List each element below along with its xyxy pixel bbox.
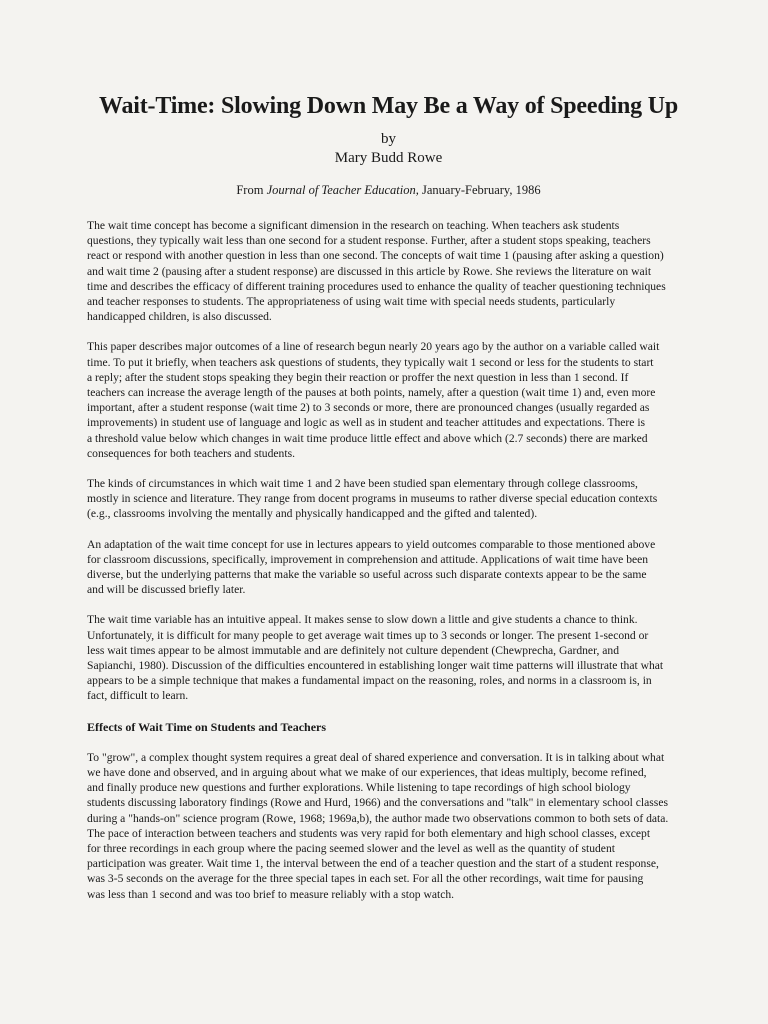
journal-name: Journal of Teacher Education, bbox=[266, 183, 419, 197]
paragraph-line: consequences for both teachers and students. bbox=[87, 446, 295, 460]
paragraph-line: students discussing laboratory findings (Rowe and Hurd, 1966) and the conversations and "talk" in elementary school classes bbox=[87, 796, 668, 810]
paragraph-line: fact, difficult to learn. bbox=[87, 689, 189, 703]
paragraph-line: The wait time concept has become a significant dimension in the research on teaching. When teachers ask students bbox=[87, 219, 620, 232]
paragraph-line: and teacher responses to students. The appropriateness of using wait time with special needs students, particularly bbox=[87, 295, 616, 309]
paragraph-line: and wait time 2 (pausing after a student response) are discussed in this article by Rowe. She reviews the literature on wait bbox=[87, 264, 652, 278]
paragraph-line: participation was greater. Wait time 1, the interval between the end of a teacher question and the start of a student response, bbox=[87, 857, 659, 871]
source-citation bbox=[87, 182, 690, 198]
byline-by: by bbox=[381, 131, 396, 147]
final-paragraph-container bbox=[87, 750, 690, 902]
paragraph-line: This paper describes major outcomes of a line of research begun nearly 20 years ago by the author on a variable called wait bbox=[87, 340, 660, 354]
body-paragraph bbox=[87, 537, 690, 598]
paragraph-line: important, after a student response (wait time 2) to 3 seconds or more, there are pronounced changes (usually regarded as bbox=[87, 401, 650, 415]
paragraph-line: mostly in science and literature. They range from docent programs in museums to rather diverse special education contexts bbox=[87, 492, 658, 506]
paragraph-line: improvements) in student use of language and logic as well as in student and teacher attitudes and expectations. There is bbox=[87, 416, 646, 430]
paragraph-line: for three recordings in each group where the pacing seemed slower and the level as well as the quantity of student bbox=[87, 841, 615, 855]
paragraph-line: during a "hands-on" science program (Rowe, 1968; 1969a,b), the author made two observations common to both sets of data. bbox=[87, 811, 669, 825]
paragraph-line: questions, they typically wait less than one second for a student response. Further, after a student stops speaking, teachers bbox=[87, 234, 651, 248]
paragraph-line: react or respond with another question in less than one second. The concepts of wait time 1 (pausing after asking a question) bbox=[87, 249, 664, 263]
body-paragraph bbox=[87, 218, 690, 324]
body-paragraph bbox=[87, 476, 690, 522]
paragraph-line: a threshold value below which changes in wait time produce little effect and above which (2.7 seconds) there are marked bbox=[87, 431, 648, 445]
source-prefix: From bbox=[236, 183, 267, 197]
paragraph-line: was 3-5 seconds on the average for the three special tapes in each set. For all the other recordings, wait time for pausing bbox=[87, 872, 644, 886]
body-paragraph bbox=[87, 750, 690, 902]
paragraph-line: Sapianchi, 1980). Discussion of the difficulties encountered in establishing longer wait time patterns will illustrate that what bbox=[87, 659, 664, 673]
paragraph-line: An adaptation of the wait time concept for use in lectures appears to yield outcomes comparable to those mentioned above bbox=[87, 537, 656, 551]
paragraph-line: Unfortunately, it is difficult for many people to get average wait times up to 3 seconds or longer. The present 1-second or bbox=[87, 628, 649, 642]
paragraph-line: appears to be a simple technique that makes a fundamental impact on the reasoning, roles, and norms in a classroom is, in bbox=[87, 674, 652, 688]
paragraph-line: To "grow", a complex thought system requires a great deal of shared experience and conversation. It is in talking about what bbox=[87, 750, 665, 764]
paragraph-line: teachers can increase the average length of the pauses at both points, namely, after a question (wait time 1) and, even more bbox=[87, 386, 656, 400]
body-paragraph bbox=[87, 612, 690, 703]
paragraph-line: less wait times appear to be almost immutable and are definitely not culture dependent (Chewprecha, Gardner, and bbox=[87, 643, 620, 657]
author-name: Mary Budd Rowe bbox=[334, 150, 443, 166]
paragraph-line: The pace of interaction between teachers and students was very rapid for both elementary and high school classes, except bbox=[87, 826, 651, 840]
paragraph-line: and will be discussed briefly later. bbox=[87, 583, 246, 597]
section-heading: Effects of Wait Time on Students and Teachers bbox=[87, 719, 327, 734]
paragraph-line: a reply; after the student stops speaking they begin their reaction or proffer the next question in less than 1 second. If bbox=[87, 370, 629, 384]
paragraph-line: (e.g., classrooms involving the mentally and physically handicapped and the gifted and talented). bbox=[87, 507, 538, 521]
source-date: January-February, 1986 bbox=[418, 183, 541, 197]
body-paragraphs bbox=[87, 218, 690, 704]
document-title: Wait-Time: Slowing Down May Be a Way of Speeding Up bbox=[99, 93, 678, 119]
paragraph-line: time and describes the efficacy of different training procedures used to enhance the quality of teacher questioning techniques bbox=[87, 279, 666, 293]
paragraph-line: we have done and observed, and in arguing about what we make of our experiences, that ideas multiply, become refined, bbox=[87, 765, 647, 779]
paragraph-line: time. To put it briefly, when teachers ask questions of students, they typically wait 1 second or less for the students to start bbox=[87, 355, 654, 369]
paragraph-line: The kinds of circumstances in which wait time 1 and 2 have been studied span elementary through college classrooms, bbox=[87, 477, 638, 491]
paragraph-line: handicapped children, is also discussed. bbox=[87, 310, 272, 324]
paragraph-line: for classroom discussions, specifically, improvement in comprehension and attitude. Applications of wait time have been bbox=[87, 552, 649, 566]
paragraph-line: was less than 1 second and was too brief to measure reliably with a stop watch. bbox=[87, 887, 455, 901]
body-paragraph bbox=[87, 339, 690, 461]
paragraph-line: The wait time variable has an intuitive appeal. It makes sense to slow down a little and give students a chance to think. bbox=[87, 613, 638, 627]
paragraph-line: diverse, but the underlying patterns that make the variable so useful across such disparate contexts appear to be the same bbox=[87, 568, 647, 582]
paragraph-line: and finally produce new questions and further explorations. While listening to tape recordings of high school biology bbox=[87, 781, 631, 795]
